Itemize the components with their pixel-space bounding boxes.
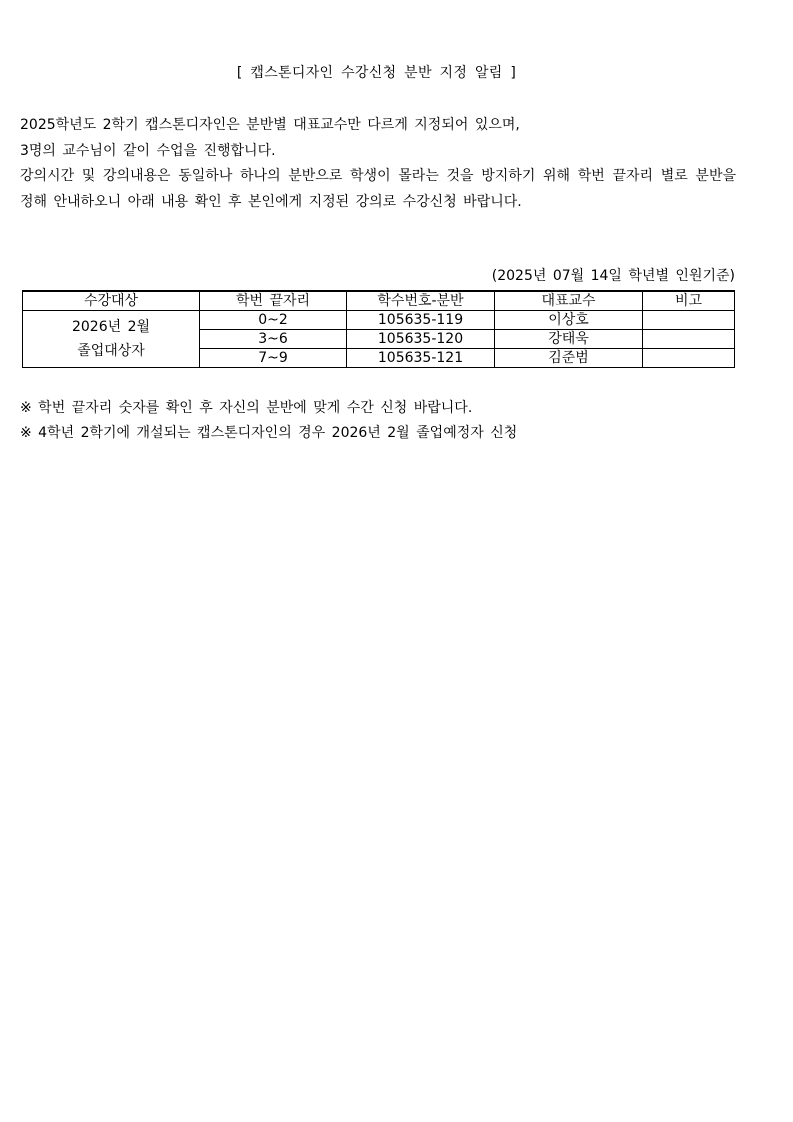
table-row (23, 311, 735, 330)
header-student-id-digit: 학번 끝자리 (200, 291, 347, 311)
date-note: (2025년 07월 14일 학년별 인원기준) (491, 268, 735, 284)
digits-cell: 3~6 (200, 330, 347, 349)
professor-cell: 강태욱 (495, 330, 643, 349)
course-cell: 105635-120 (347, 330, 495, 349)
digits-cell: 0~2 (200, 311, 347, 330)
course-cell: 105635-121 (347, 349, 495, 368)
professor-cell: 김준범 (495, 349, 643, 368)
intro-paragraph-3: 강의시간 및 강의내용은 동일하나 하나의 분반으로 학생이 몰라는 것을 방지하기 위해 학번 끝자리 별로 분반을 정해 안내하오니 아래 내용 확인 후 본인에게 지정된 강의로 수강신청 바랍니다. (20, 168, 736, 210)
note-cell (643, 349, 735, 368)
intro-text (20, 113, 736, 215)
note-cell (643, 311, 735, 330)
intro-line-2: 3명의 교수님이 같이 수업을 진행합니다. (20, 142, 276, 159)
header-remarks: 비고 (643, 291, 735, 311)
notes-section (20, 396, 517, 446)
target-cell (23, 311, 200, 368)
target-line-1: 2026년 2월 (71, 319, 151, 335)
header-course-section: 학수번호-분반 (347, 291, 495, 311)
header-target: 수강대상 (23, 291, 200, 311)
notice-title: [ 캡스톤디자인 수강신청 분반 지정 알림 ] (236, 65, 517, 81)
course-cell: 105635-119 (347, 311, 495, 330)
professor-cell: 이상호 (495, 311, 643, 330)
digits-cell: 7~9 (200, 349, 347, 368)
note-line-1: ※ 학번 끝자리 숫자를 확인 후 자신의 분반에 맞게 수간 신청 바랍니다. (20, 400, 473, 416)
intro-line-1: 2025학년도 2학기 캡스톤디자인은 분반별 대표교수만 다르게 지정되어 있으며, (20, 117, 520, 133)
table-header-row (23, 291, 735, 311)
note-line-2: ※ 4학년 2학기에 개설되는 캡스톤디자인의 경우 2026년 2월 졸업예정자 신청 (20, 425, 518, 441)
header-professor: 대표교수 (495, 291, 643, 311)
note-cell (643, 330, 735, 349)
target-line-2: 졸업대상자 (77, 343, 145, 359)
section-assignment-table (22, 290, 735, 368)
